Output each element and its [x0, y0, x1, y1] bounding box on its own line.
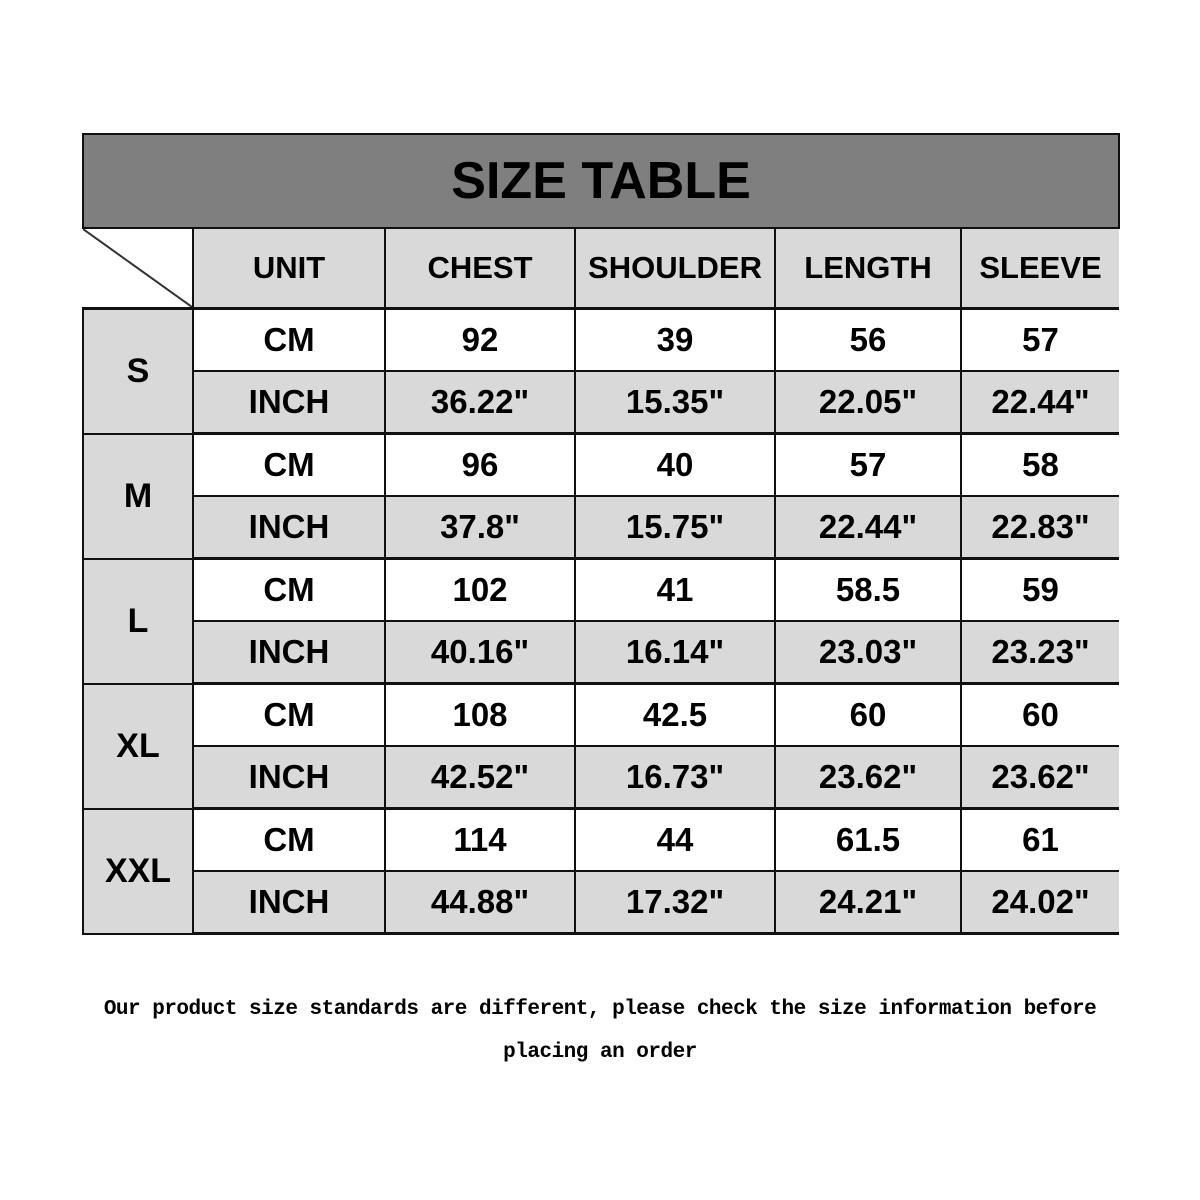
measurement-cell: 40 — [575, 434, 775, 497]
table-row-cm — [83, 434, 1119, 497]
measurement-cell: 58.5 — [775, 559, 961, 622]
measurement-cell: 23.62" — [775, 746, 961, 809]
measurement-cell: 61 — [961, 809, 1119, 872]
table-row-inch — [83, 746, 1119, 809]
table-row-cm — [83, 559, 1119, 622]
measurement-cell: 114 — [385, 809, 575, 872]
measurement-cell: 102 — [385, 559, 575, 622]
measurement-cell: 23.23" — [961, 621, 1119, 684]
measurement-cell: 57 — [775, 434, 961, 497]
measurement-cell: 22.44" — [961, 371, 1119, 434]
table-title: SIZE TABLE — [83, 134, 1119, 228]
size-table-container — [82, 133, 1118, 935]
unit-cell-cm: CM — [193, 809, 385, 872]
measurement-cell: 56 — [775, 309, 961, 372]
measurement-cell: 58 — [961, 434, 1119, 497]
diagonal-cell — [83, 228, 193, 309]
table-row-cm — [83, 684, 1119, 747]
size-label: XL — [83, 684, 193, 809]
measurement-cell: 39 — [575, 309, 775, 372]
table-row-inch — [83, 496, 1119, 559]
measurement-cell: 22.44" — [775, 496, 961, 559]
measurement-cell: 16.14" — [575, 621, 775, 684]
unit-cell-inch: INCH — [193, 746, 385, 809]
measurement-cell: 22.05" — [775, 371, 961, 434]
measurement-cell: 60 — [961, 684, 1119, 747]
size-label: XXL — [83, 809, 193, 934]
column-header-unit: UNIT — [193, 228, 385, 309]
column-header-chest: CHEST — [385, 228, 575, 309]
measurement-cell: 15.35" — [575, 371, 775, 434]
measurement-cell: 96 — [385, 434, 575, 497]
measurement-cell: 16.73" — [575, 746, 775, 809]
size-label: S — [83, 309, 193, 434]
size-table — [82, 133, 1120, 935]
unit-cell-cm: CM — [193, 684, 385, 747]
measurement-cell: 92 — [385, 309, 575, 372]
size-label: L — [83, 559, 193, 684]
unit-cell-inch: INCH — [193, 496, 385, 559]
unit-cell-inch: INCH — [193, 871, 385, 934]
table-row-inch — [83, 621, 1119, 684]
measurement-cell: 15.75" — [575, 496, 775, 559]
measurement-cell: 59 — [961, 559, 1119, 622]
measurement-cell: 44.88" — [385, 871, 575, 934]
column-header-length: LENGTH — [775, 228, 961, 309]
measurement-cell: 37.8" — [385, 496, 575, 559]
table-row-cm — [83, 809, 1119, 872]
column-header-shoulder: SHOULDER — [575, 228, 775, 309]
unit-cell-cm: CM — [193, 434, 385, 497]
footer-note: Our product size standards are different, please check the size information before placing an order — [103, 998, 1097, 1064]
column-header-row — [83, 228, 1119, 309]
measurement-cell: 23.03" — [775, 621, 961, 684]
column-header-sleeve: SLEEVE — [961, 228, 1119, 309]
measurement-cell: 44 — [575, 809, 775, 872]
measurement-cell: 36.22" — [385, 371, 575, 434]
measurement-cell: 61.5 — [775, 809, 961, 872]
measurement-cell: 23.62" — [961, 746, 1119, 809]
measurement-cell: 60 — [775, 684, 961, 747]
measurement-cell: 57 — [961, 309, 1119, 372]
table-row-inch — [83, 871, 1119, 934]
table-row-inch — [83, 371, 1119, 434]
unit-cell-cm: CM — [193, 559, 385, 622]
measurement-cell: 41 — [575, 559, 775, 622]
size-table-body — [83, 309, 1119, 934]
measurement-cell: 42.5 — [575, 684, 775, 747]
measurement-cell: 24.02" — [961, 871, 1119, 934]
measurement-cell: 22.83" — [961, 496, 1119, 559]
diagonal-line — [83, 229, 192, 307]
measurement-cell: 40.16" — [385, 621, 575, 684]
banner-row — [83, 134, 1119, 228]
unit-cell-cm: CM — [193, 309, 385, 372]
unit-cell-inch: INCH — [193, 371, 385, 434]
measurement-cell: 17.32" — [575, 871, 775, 934]
unit-cell-inch: INCH — [193, 621, 385, 684]
table-row-cm — [83, 309, 1119, 372]
measurement-cell: 24.21" — [775, 871, 961, 934]
size-label: M — [83, 434, 193, 559]
measurement-cell: 108 — [385, 684, 575, 747]
measurement-cell: 42.52" — [385, 746, 575, 809]
